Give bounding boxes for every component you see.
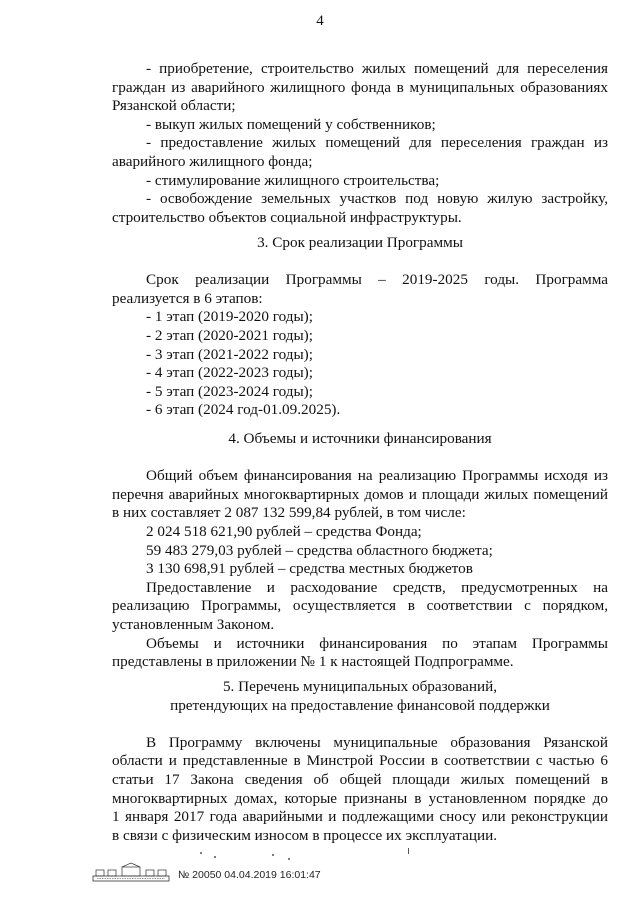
- scan-speck: [214, 856, 216, 858]
- text-line: в связи с физическим износом в процессе их эксплуатации.: [112, 826, 498, 844]
- footer: [92, 862, 392, 884]
- text-line: - приобретение, строительство жилых помещений для переселения: [146, 60, 608, 77]
- text-line: установленным Законом.: [112, 615, 275, 633]
- text-line: - выкуп жилых помещений у собственников;: [146, 115, 436, 133]
- section-municipalities: [112, 678, 608, 845]
- text-line: статьи 17 Закона сведения об общей площади жилых помещений в: [112, 770, 608, 788]
- text-line: 1 января 2017 года аварийными и подлежащими сносу или реконструкции: [112, 808, 608, 826]
- list-item: - 6 этап (2024 год-01.09.2025).: [146, 401, 341, 419]
- scan-speck: [200, 852, 202, 854]
- scan-speck: [288, 858, 290, 860]
- section-heading: 4. Объемы и источники финансирования: [228, 430, 492, 447]
- text-line: - стимулирование жилищного строительства;: [146, 171, 440, 189]
- text-line: Общий объем финансирования на реализацию Программы исходя из: [146, 467, 608, 485]
- text-line: Предоставление и расходование средств, предусмотренных на: [146, 578, 608, 596]
- text-line: области и представленные в Минстрой России в соответствии с частью 6: [112, 752, 608, 770]
- list-item: - 2 этап (2020-2021 годы);: [146, 326, 313, 344]
- list-item: - 4 этап (2022-2023 годы);: [146, 364, 313, 382]
- amount-line: 59 483 279,03 рублей – средства областного бюджета;: [146, 541, 493, 559]
- text-line: в них составляет 2 087 132 599,84 рублей, в том числе:: [112, 504, 466, 522]
- intro-list: [112, 60, 608, 227]
- text-line: Срок реализации Программы – 2019-2025 годы. Программа: [146, 271, 608, 289]
- text-line: Объемы и источники финансирования по этапам Программы: [146, 634, 608, 652]
- text-line: - освобождение земельных участков под новую жилую застройку,: [146, 190, 608, 208]
- text-line: реализуется в 6 этапов:: [112, 289, 263, 307]
- text-line: В Программу включены муниципальные образования Рязанской: [146, 733, 608, 751]
- text-line: граждан из аварийного жилищного фонда в муниципальных образованиях: [112, 78, 608, 96]
- text-line: перечня аварийных многоквартирных домов и площади жилых помещений: [112, 485, 608, 503]
- scan-speck: [408, 848, 409, 854]
- section-financing: [112, 430, 608, 672]
- section-term: [112, 234, 608, 420]
- scan-speck: [272, 854, 274, 856]
- text-line: Рязанской области;: [112, 97, 236, 115]
- text-line: многоквартирных домах, которые признаны в установленном порядке до: [112, 789, 608, 807]
- text-line: аварийного жилищного фонда;: [112, 152, 313, 170]
- text-line: строительство объектов социальной инфраструктуры.: [112, 208, 462, 226]
- amount-line: 2 024 518 621,90 рублей – средства Фонда;: [146, 522, 422, 540]
- section-heading: 3. Срок реализации Программы: [257, 234, 463, 251]
- list-item: - 1 этап (2019-2020 годы);: [146, 308, 313, 326]
- list-item: - 3 этап (2021-2022 годы);: [146, 345, 313, 363]
- text-line: реализацию Программы, осуществляется в соответствии с порядком,: [112, 597, 608, 615]
- registry-logo-icon: [92, 862, 170, 882]
- list-item: - 5 этап (2023-2024 годы);: [146, 382, 313, 400]
- text-line: - предоставление жилых помещений для переселения граждан из: [146, 134, 608, 152]
- page-number: 4: [316, 13, 324, 29]
- section-heading: 5. Перечень муниципальных образований,: [222, 678, 498, 695]
- amount-line: 3 130 698,91 рублей – средства местных бюджетов: [146, 560, 473, 578]
- text-line: представлены в приложении № 1 к настоящей Подпрограмме.: [112, 653, 514, 671]
- document-stamp: № 20050 04.04.2019 16:01:47: [178, 869, 321, 881]
- section-heading: претендующих на предоставление финансовой поддержки: [170, 696, 550, 714]
